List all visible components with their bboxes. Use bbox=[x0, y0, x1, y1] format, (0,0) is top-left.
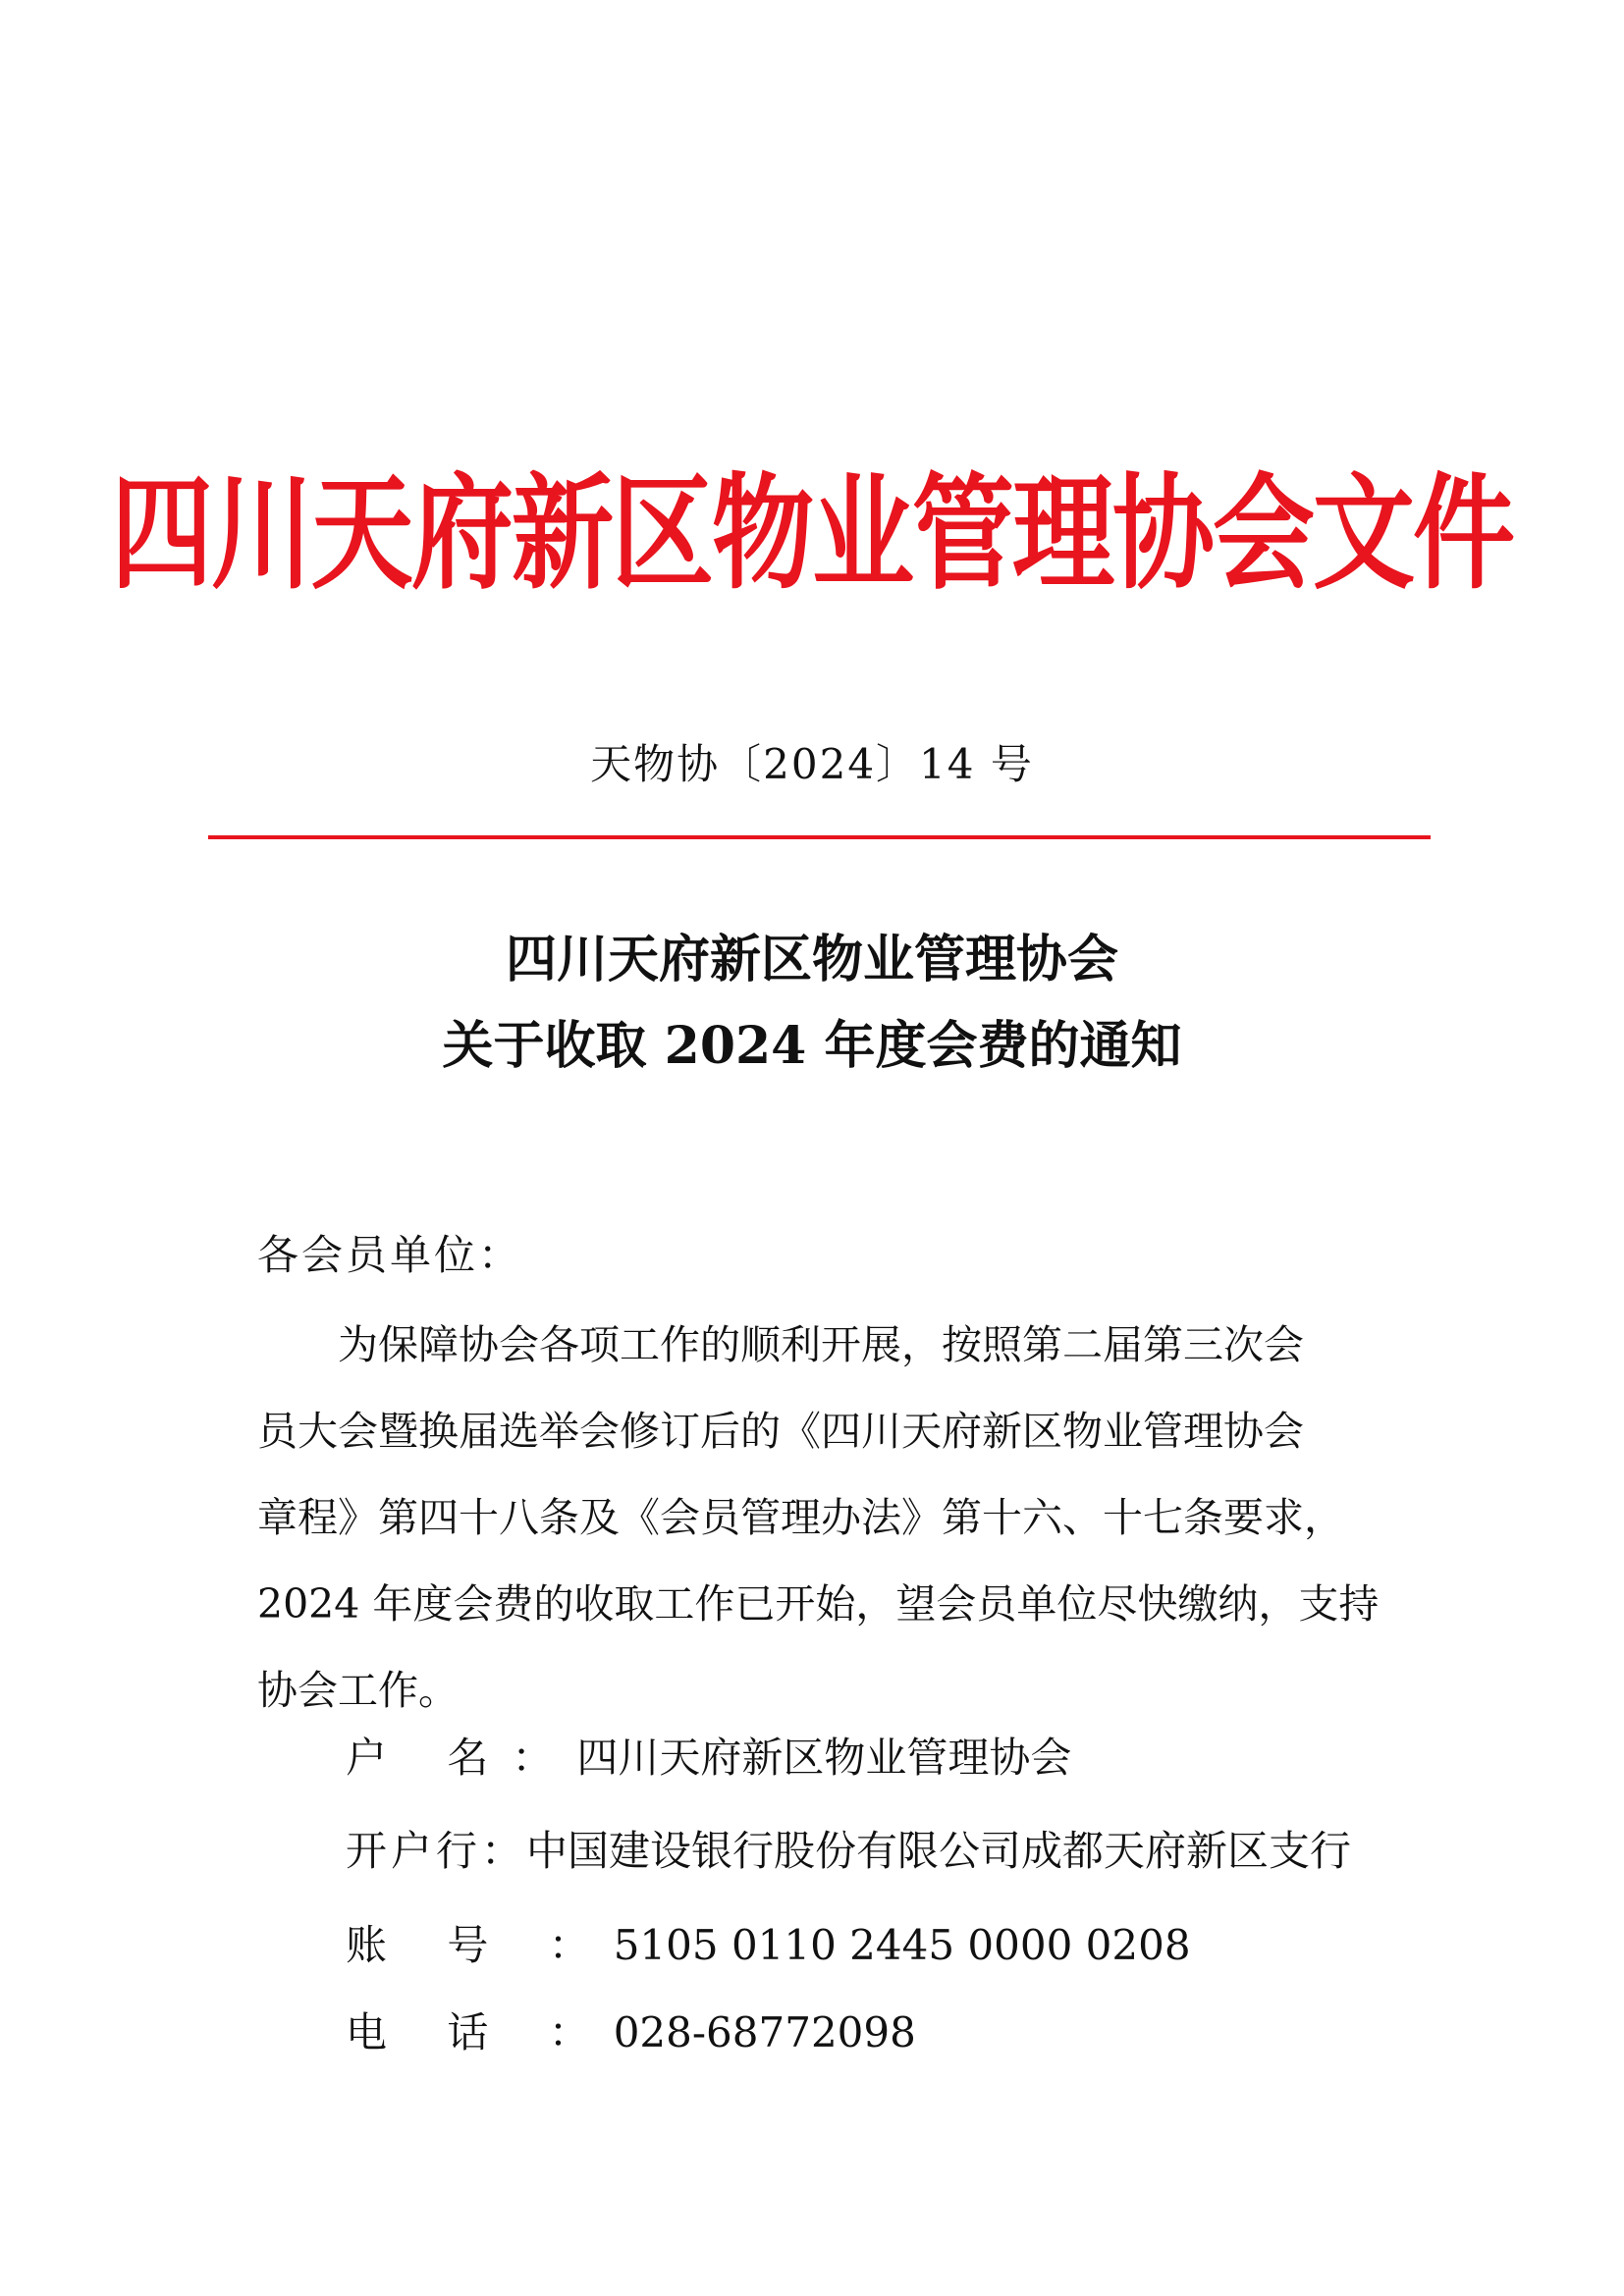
paragraph-line: 为保障协会各项工作的顺利开展，按照第二届第三次会 bbox=[257, 1321, 1304, 1368]
phone-label: 电 话 ： bbox=[346, 2008, 614, 2056]
phone-row bbox=[346, 2008, 916, 2056]
salutation: 各会员单位： bbox=[257, 1231, 523, 1279]
red-divider-rule bbox=[208, 835, 1431, 839]
bank-label: 开户行： bbox=[346, 1827, 527, 1875]
paragraph-line: 章程》第四十八条及《会员管理办法》第十六、十七条要求， bbox=[257, 1494, 1344, 1541]
phone-value: 028-68772098 bbox=[613, 2008, 916, 2056]
account-name-row bbox=[346, 1734, 1072, 1782]
bank-row bbox=[346, 1827, 1352, 1875]
paragraph-line: 员大会暨换届选举会修订后的《四川天府新区物业管理协会 bbox=[257, 1408, 1304, 1455]
document-number: 天物协〔2024〕14 号 bbox=[590, 740, 1034, 788]
notice-title-line-1: 四川天府新区物业管理协会 bbox=[505, 930, 1118, 989]
account-name-label: 户 名： bbox=[346, 1734, 577, 1782]
account-number-value: 5105 0110 2445 0000 0208 bbox=[613, 1921, 1191, 1969]
account-number-row bbox=[346, 1921, 1191, 1969]
header-title: 四川天府新区物业管理协会文件 bbox=[110, 460, 1513, 607]
account-number-label: 账 号 ： bbox=[346, 1921, 614, 1969]
account-name-value: 四川天府新区物业管理协会 bbox=[576, 1734, 1072, 1782]
notice-title-line-2: 关于收取 2024 年度会费的通知 bbox=[442, 1016, 1182, 1076]
bank-value: 中国建设银行股份有限公司成都天府新区支行 bbox=[526, 1827, 1352, 1875]
paragraph-line: 协会工作。 bbox=[257, 1667, 459, 1714]
paragraph-line: 2024 年度会费的收取工作已开始，望会员单位尽快缴纳，支持 bbox=[257, 1580, 1380, 1628]
